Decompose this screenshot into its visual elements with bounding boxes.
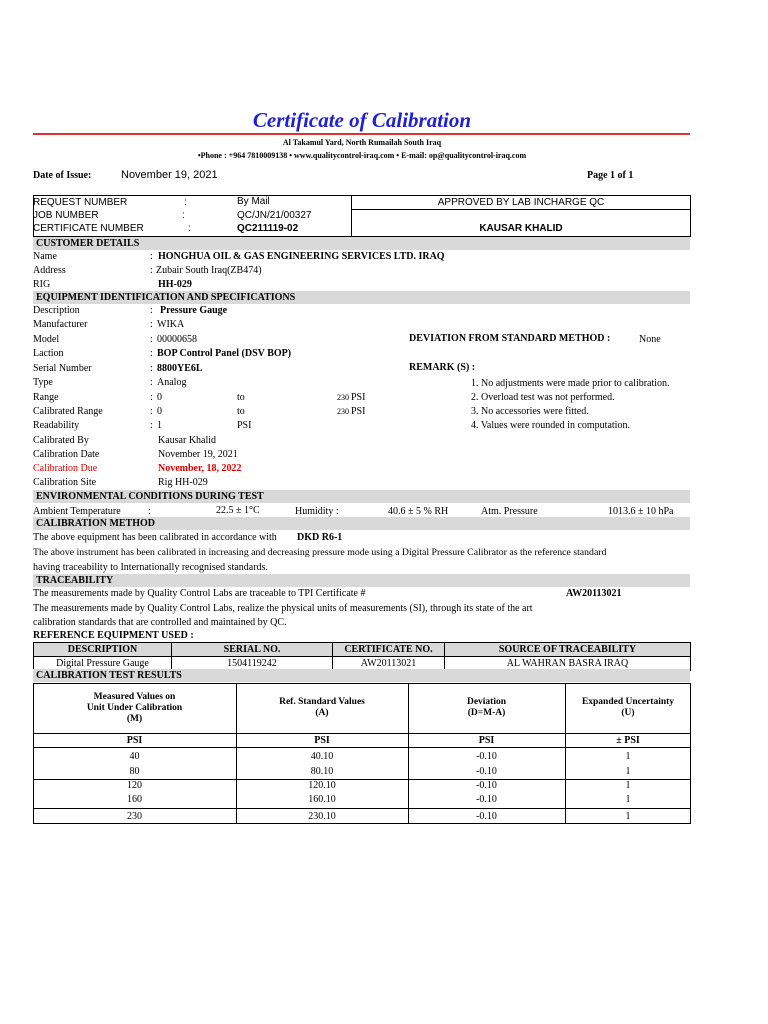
request-number-value: By Mail	[237, 196, 270, 207]
readability-colon: :	[150, 420, 153, 431]
result-cell: 1	[625, 766, 631, 777]
range-unit: PSI	[351, 392, 366, 403]
reference-header: DESCRIPTION	[34, 643, 172, 657]
results-heading: CALIBRATION TEST RESULTS	[33, 669, 690, 682]
method-reference: DKD R6-1	[297, 532, 343, 543]
remark-item: 4. Values were rounded in computation.	[471, 420, 630, 431]
lab-address: Al Takamul Yard, North Rumailah South Iraq	[282, 138, 442, 147]
calibrated-by-label: Calibrated By	[33, 435, 89, 446]
temperature-label: Ambient Temperature	[33, 506, 121, 517]
col-reference-header: Ref. Standard Values (A)	[279, 697, 365, 718]
rig-value: HH-029	[158, 279, 192, 290]
calibration-date-value: November 19, 2021	[158, 449, 238, 460]
unit-cell: ± PSI	[616, 735, 640, 746]
customer-address-label: Address	[33, 265, 66, 276]
calibration-due-value: November, 18, 2022	[158, 463, 242, 474]
lab-contact: •Phone : +964 7810009138 • www.qualitycontrol-iraq.com • E-mail: op@qualitycontrol-iraq.com	[197, 151, 527, 160]
reference-cell: AW20113021	[333, 657, 445, 671]
reference-cell: 1504119242	[172, 657, 333, 671]
temperature-colon: :	[148, 506, 151, 517]
range-to: 230	[337, 393, 349, 402]
manufacturer-colon: :	[150, 319, 153, 330]
range-colon: :	[150, 392, 153, 403]
result-cell: -0.10	[476, 811, 497, 822]
issue-date: November 19, 2021	[121, 169, 218, 181]
calibrated-by-value: Kausar Khalid	[158, 435, 217, 446]
col-uncertainty-header: Expanded Uncertainty (U)	[581, 697, 675, 718]
method-line-1: The above equipment has been calibrated in accordance with	[33, 532, 277, 543]
customer-address-colon: :	[150, 265, 153, 276]
location-label: Laction	[33, 348, 64, 359]
traceability-line-3: calibration standards that are controlled and maintained by QC.	[33, 617, 287, 628]
temperature-value: 22.5 ± 1°C	[216, 505, 260, 516]
traceability-line-2: The measurements made by Quality Control Labs, realize the physical units of measurements (SI), through its state of the art	[33, 603, 533, 614]
remark-item: 2. Overload test was not performed.	[471, 392, 615, 403]
request-number-colon: :	[184, 197, 187, 208]
col-measured-header: Measured Values on Unit Under Calibration (M)	[86, 692, 183, 724]
calibration-due-label: Calibration Due	[33, 463, 98, 474]
issue-date-label: Date of Issue:	[33, 170, 92, 181]
deviation-value: None	[639, 334, 661, 345]
result-cell: 80	[129, 766, 140, 777]
result-cell: 40.10	[310, 751, 334, 762]
title-divider	[33, 133, 690, 135]
calibrated-range-unit: PSI	[351, 406, 366, 417]
model-label: Model	[33, 334, 60, 345]
calibrated-range-to-word: to	[237, 406, 245, 417]
result-cell: 80.10	[310, 766, 334, 777]
range-label: Range	[33, 392, 59, 403]
certificate-title: Certificate of Calibration	[252, 108, 472, 132]
method-line-3: having traceability to Internationally recognised standards.	[33, 562, 268, 573]
result-cell: -0.10	[476, 780, 497, 791]
result-cell: 1	[625, 794, 631, 805]
result-cell: 40	[129, 751, 140, 762]
result-cell: 1	[625, 780, 631, 791]
calibrated-range-to: 230	[337, 407, 349, 416]
description-colon: :	[150, 305, 153, 316]
reference-header: SOURCE OF TRACEABILITY	[445, 643, 691, 657]
col-deviation-header: Deviation (D=M-A)	[466, 697, 507, 718]
humidity-label: Humidity :	[295, 506, 339, 517]
certificate-number-value: QC211119-02	[237, 223, 299, 234]
result-cell: 1	[625, 751, 631, 762]
remark-item: 1. No adjustments were made prior to calibration.	[471, 378, 670, 389]
result-cell: 1	[625, 811, 631, 822]
manufacturer-value: WIKA	[157, 319, 185, 330]
reference-header: CERTIFICATE NO.	[333, 643, 445, 657]
reference-heading: REFERENCE EQUIPMENT USED :	[33, 630, 194, 641]
job-number-colon: :	[182, 210, 185, 221]
request-number-label: REQUEST NUMBER	[33, 197, 128, 208]
reference-header: SERIAL NO.	[172, 643, 333, 657]
certificate-number-colon: :	[188, 223, 191, 234]
traceability-certificate: AW20113021	[566, 588, 622, 599]
unit-cell: PSI	[478, 735, 495, 746]
customer-name-colon: :	[150, 251, 153, 262]
result-cell: -0.10	[476, 766, 497, 777]
customer-name: HONGHUA OIL & GAS ENGINEERING SERVICES LTD. IRAQ	[158, 251, 445, 262]
result-cell: -0.10	[476, 794, 497, 805]
serial-colon: :	[150, 363, 153, 374]
pressure-value: 1013.6 ± 10 hPa	[608, 506, 674, 517]
reference-cell: Digital Pressure Gauge	[34, 657, 172, 671]
calibrated-range-from: 0	[157, 406, 162, 417]
unit-cell: PSI	[314, 735, 330, 746]
equipment-heading: EQUIPMENT IDENTIFICATION AND SPECIFICATIONS	[33, 291, 690, 304]
method-line-2: The above instrument has been calibrated in increasing and decreasing pressure mode using a Digital Pressure Calibrator as the reference standard	[33, 547, 607, 558]
result-cell: 160.10	[308, 794, 336, 805]
result-cell: 230	[127, 811, 142, 822]
result-cell: 120	[127, 780, 142, 791]
customer-details-heading: CUSTOMER DETAILS	[33, 237, 690, 250]
method-heading: CALIBRATION METHOD	[33, 517, 690, 530]
location-value: BOP Control Panel (DSV BOP)	[157, 348, 292, 359]
humidity-value: 40.6 ± 5 % RH	[388, 506, 449, 517]
deviation-label: DEVIATION FROM STANDARD METHOD :	[409, 333, 611, 344]
model-colon: :	[150, 334, 153, 345]
type-value: Analog	[157, 377, 187, 388]
calibration-date-label: Calibration Date	[33, 449, 100, 460]
remark-item: 3. No accessories were fitted.	[471, 406, 589, 417]
readability-value: 1	[157, 420, 162, 431]
traceability-line-1: The measurements made by Quality Control Labs are traceable to TPI Certificate #	[33, 588, 366, 599]
model-value: 00000658	[157, 334, 197, 345]
remarks-label: REMARK (S) :	[409, 362, 476, 373]
readability-unit: PSI	[237, 420, 252, 431]
description-value: Pressure Gauge	[160, 305, 228, 316]
type-colon: :	[150, 377, 153, 388]
approved-by-label: APPROVED BY LAB INCHARGE QC	[437, 197, 605, 208]
customer-address: Zubair South Iraq(ZB474)	[156, 265, 262, 276]
certificate-number-label: CERTIFICATE NUMBER	[33, 223, 144, 234]
result-cell: 160	[127, 794, 142, 805]
pressure-label: Atm. Pressure	[481, 506, 538, 517]
reference-cell: AL WAHRAN BASRA IRAQ	[445, 657, 691, 671]
unit-cell: PSI	[126, 735, 143, 746]
description-label: Description	[33, 305, 80, 316]
environment-heading: ENVIRONMENTAL CONDITIONS DURING TEST	[33, 490, 690, 503]
customer-name-label: Name	[33, 251, 57, 262]
serial-value: 8800YE6L	[157, 363, 203, 374]
readability-label: Readability	[33, 420, 80, 431]
approver-name: KAUSAR KHALID	[479, 223, 563, 234]
page-number: Page 1 of 1	[587, 170, 634, 181]
rig-label: RIG	[33, 279, 51, 290]
serial-label: Serial Number	[33, 363, 92, 374]
job-number-label: JOB NUMBER	[33, 210, 99, 221]
manufacturer-label: Manufacturer	[33, 319, 88, 330]
calibrated-range-label: Calibrated Range	[33, 406, 103, 417]
traceability-heading: TRACEABILITY	[33, 574, 690, 587]
reference-table	[33, 642, 691, 671]
job-number-value: QC/JN/21/00327	[237, 210, 312, 221]
range-from: 0	[157, 392, 162, 403]
calibrated-range-colon: :	[150, 406, 153, 417]
type-label: Type	[33, 377, 53, 388]
calibration-site-label: Calibration Site	[33, 477, 97, 488]
result-cell: 230.10	[308, 811, 336, 822]
result-cell: -0.10	[476, 751, 497, 762]
range-to-word: to	[237, 392, 245, 403]
calibration-site-value: Rig HH-029	[158, 477, 208, 488]
result-cell: 120.10	[308, 780, 336, 791]
location-colon: :	[150, 348, 153, 359]
